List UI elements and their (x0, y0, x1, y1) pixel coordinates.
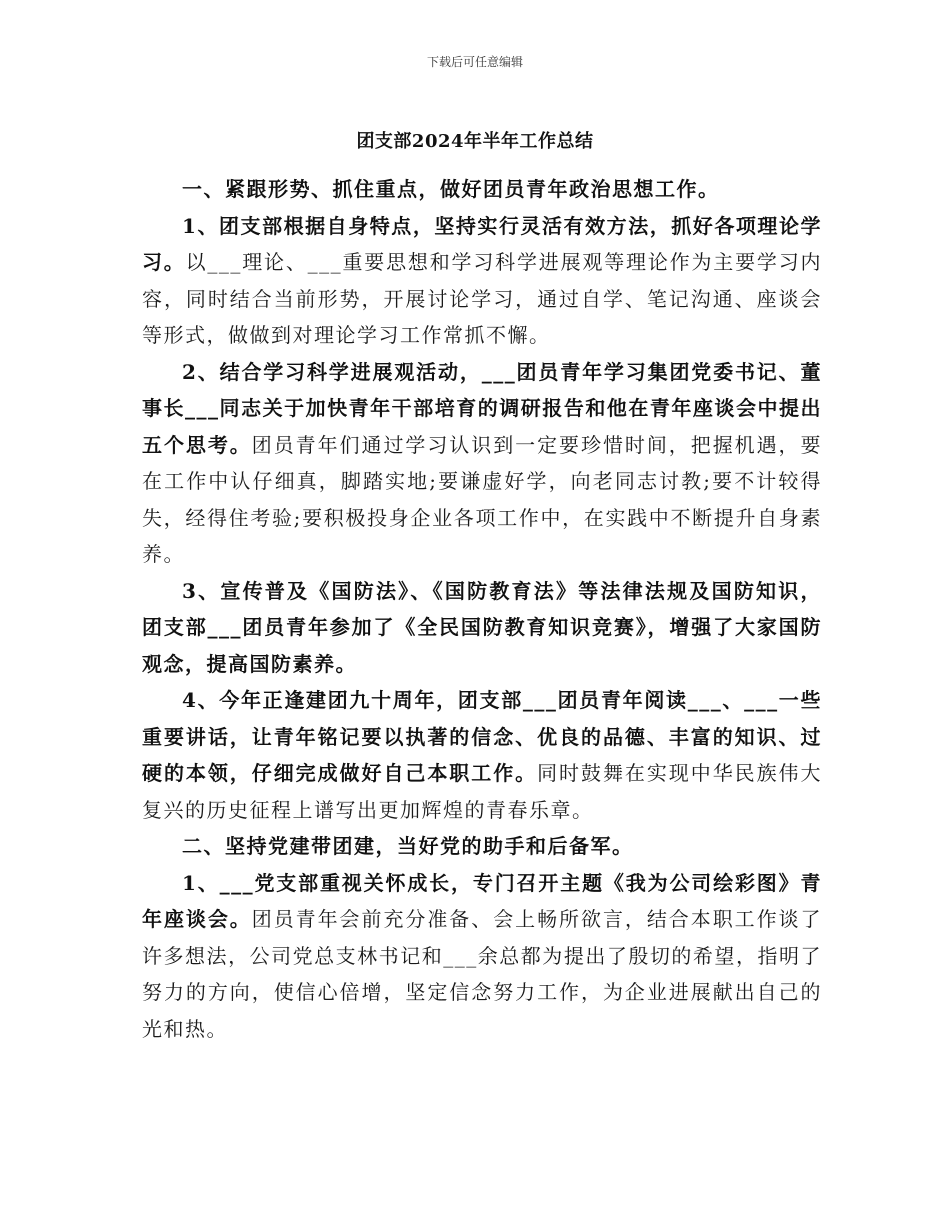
paragraph-1-4 (142, 682, 822, 828)
paragraph-body-text: 同时鼓舞在实现中华民族伟大复兴的历史征程上谱写出更加辉煌的青春乐章。 (142, 761, 823, 822)
document-title: 团支部2024年半年工作总结 (356, 131, 594, 152)
paragraph-body-text: 团员青年会前充分准备、会上畅所欲言，结合本职工作谈了许多想法，公司党总支林书记和___余总都为提出了殷切的希望，指明了努力的方向，使信心倍增，坚定信念努力工作，为企业进展献出自己的光和热。 (142, 907, 822, 1041)
paragraph-bold-text: 1、___党支部重视关怀成长，专门召开主题《我为公司绘彩图》青年座谈会。 (142, 870, 822, 931)
paragraph-bold-text: 2、结合学习科学进展观活动，___团员青年学习集团党委书记、董事长___同志关于加快青年干部培育的调研报告和他在青年座谈会中提出五个思考。 (142, 359, 822, 457)
page-header: 下载后可任意编辑 (426, 55, 523, 69)
paragraph-body-text: 团员青年们通过学习认识到一定要珍惜时间，把握机遇，要在工作中认仔细真，脚踏实地;要谦虚好学，向老同志讨教;要不计较得失，经得住考验;要积极投身企业各项工作中，在实践中不断提升自身素养。 (142, 432, 822, 566)
document-body (142, 171, 822, 1047)
paragraph-bold-text: 二、坚持党建带团建，当好党的助手和后备军。 (182, 834, 634, 858)
paragraph-1-2 (142, 354, 822, 573)
paragraph-1-3 (142, 573, 822, 683)
paragraph-bold-text: 3、宣传普及《国防法》、《国防教育法》等法律法规及国防知识，团支部___团员青年参加了《全民国防教育知识竞赛》，增强了大家国防观念，提高国防素养。 (142, 578, 822, 676)
section-heading-1 (142, 171, 822, 208)
paragraph-1-1 (142, 208, 822, 354)
paragraph-bold-text: 一、紧跟形势、抓住重点，做好团员青年政治思想工作。 (182, 177, 720, 201)
paragraph-body-text: 以___理论、___重要思想和学习科学进展观等理论作为主要学习内容，同时结合当前形势，开展讨论学习，通过自学、笔记沟通、座谈会等形式，做做到对理论学习工作常抓不懈。 (142, 250, 823, 347)
paragraph-2-1 (142, 865, 822, 1048)
paragraph-bold-text: 4、今年正逢建团九十周年，团支部___团员青年阅读___、___一些重要讲话，让青年铭记要以执著的信念、优良的品德、丰富的知识、过硬的本领，仔细完成做好自己本职工作。 (142, 688, 822, 785)
section-heading-2 (142, 828, 822, 865)
paragraph-bold-text: 1、团支部根据自身特点，坚持实行灵活有效方法，抓好各项理论学习。 (142, 213, 822, 274)
